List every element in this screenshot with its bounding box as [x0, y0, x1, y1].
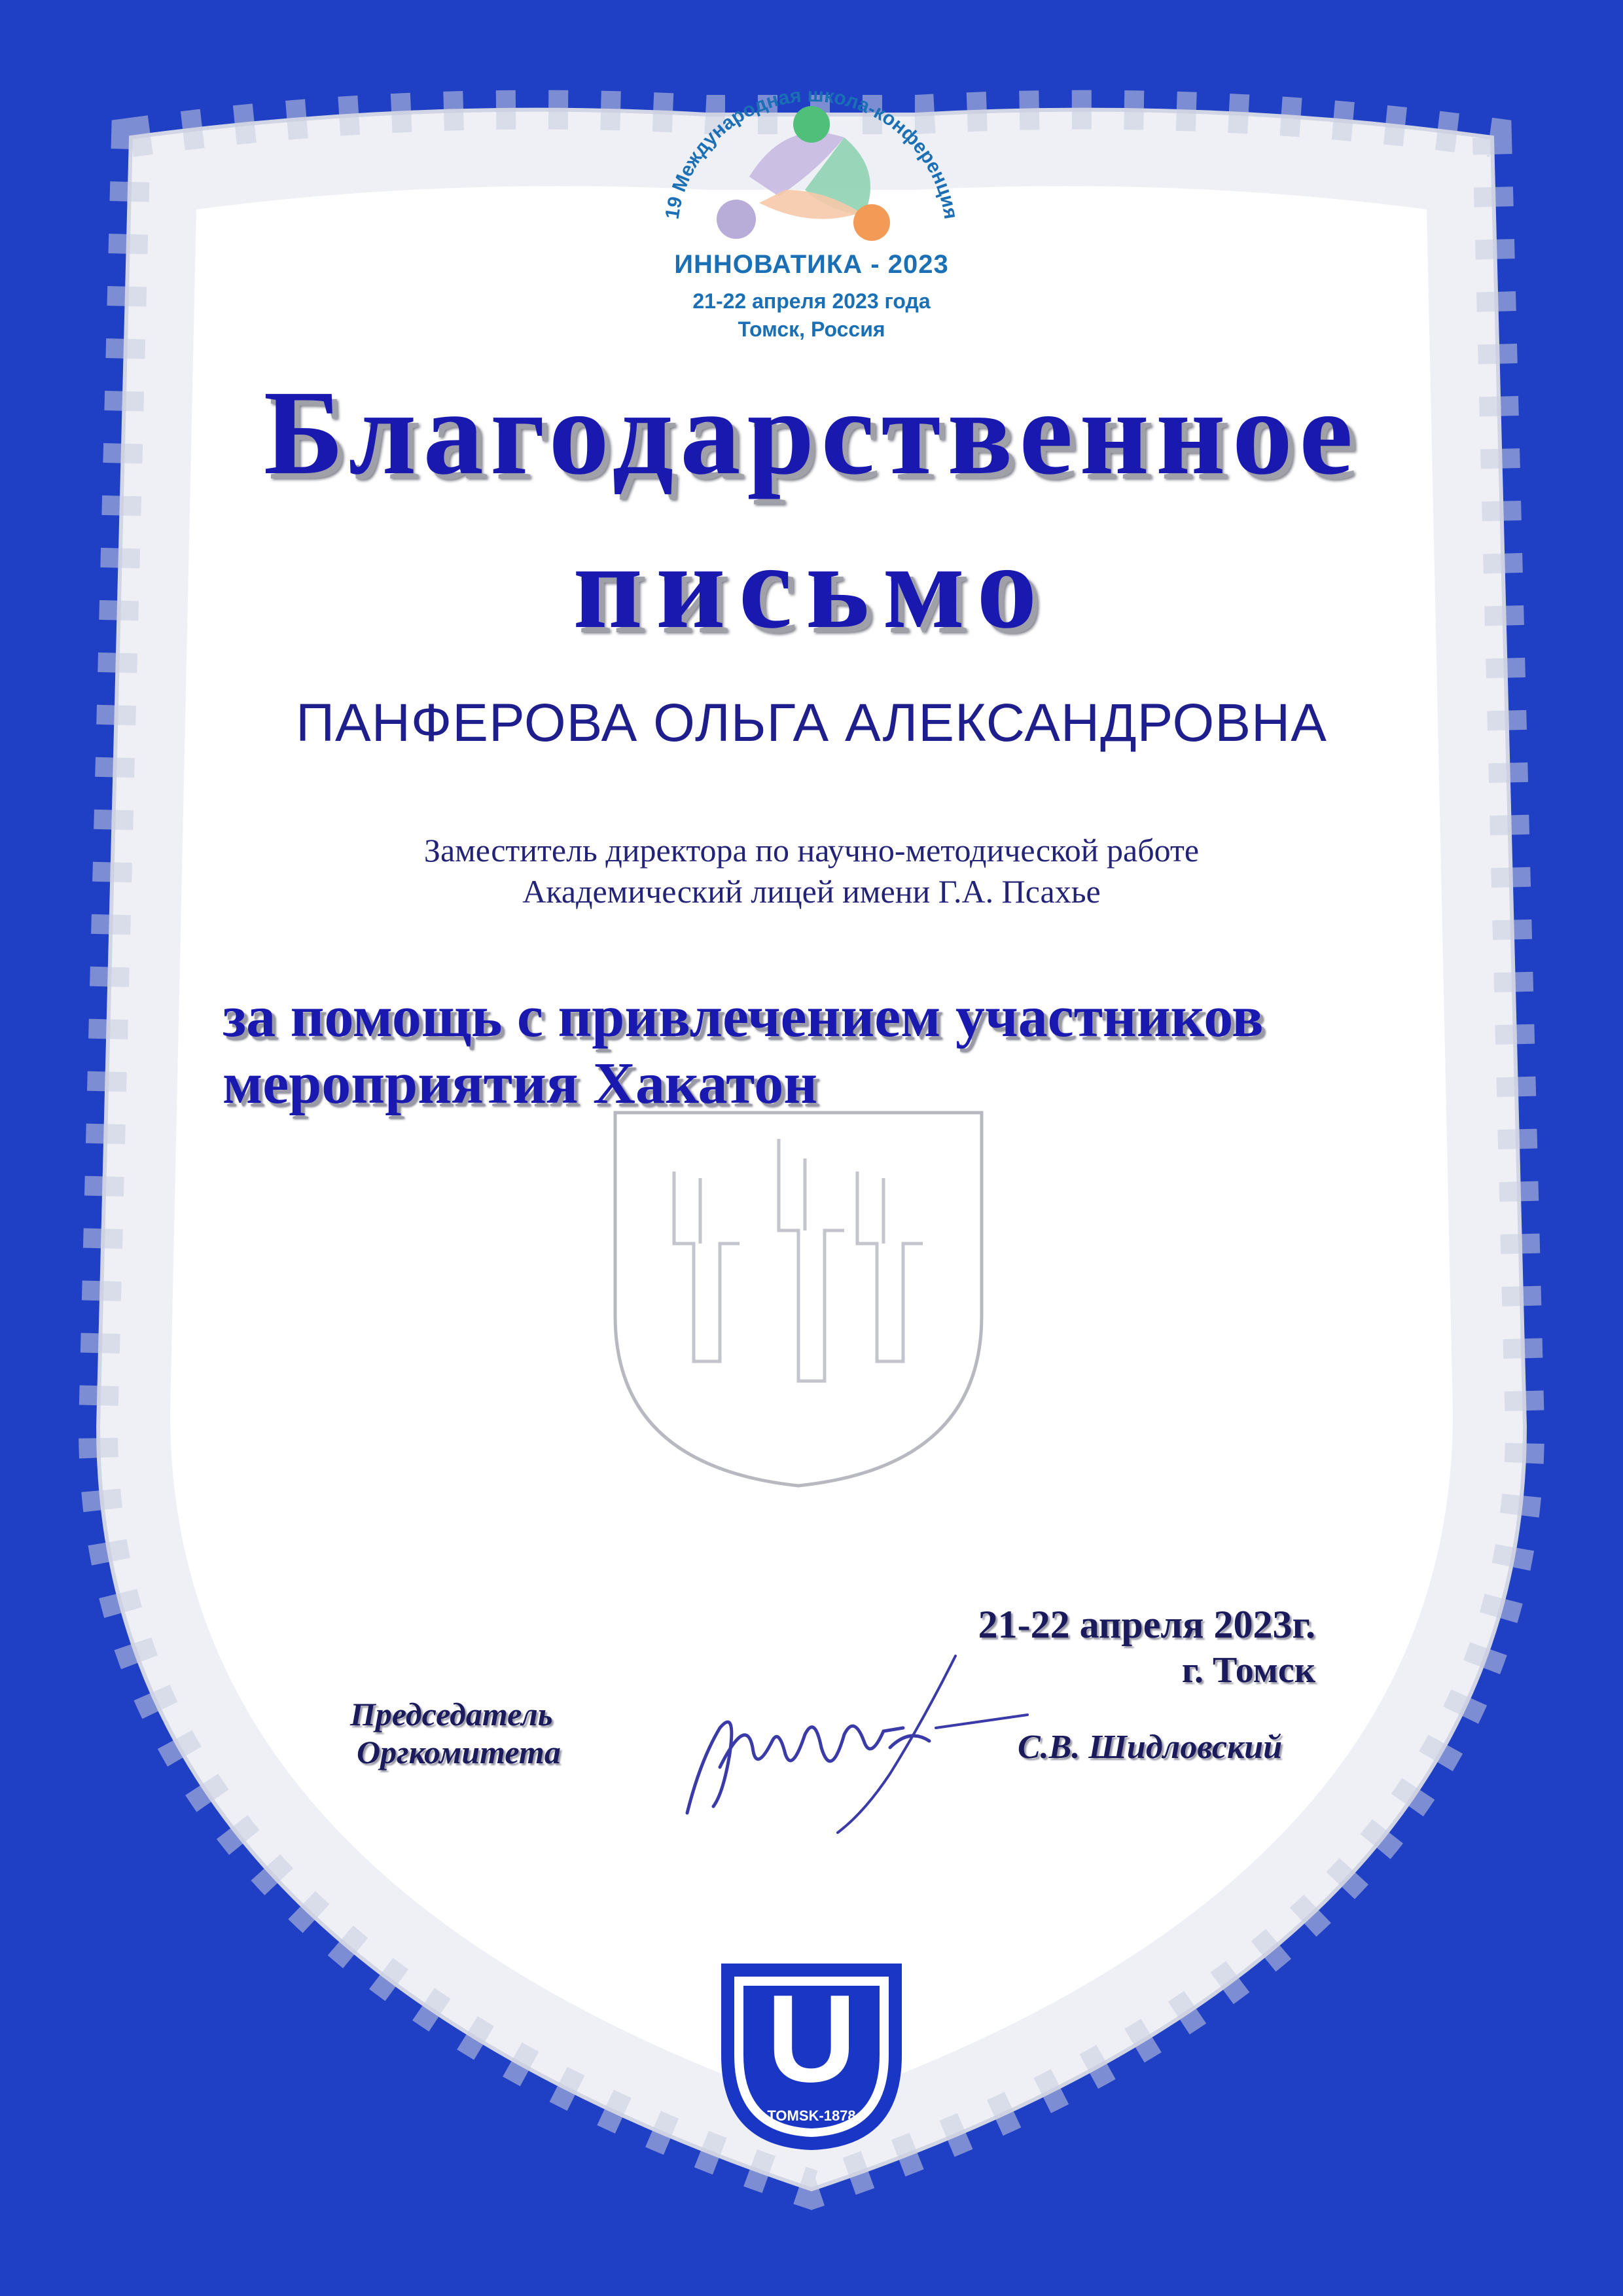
- signer-name: С.В. Шидловский: [1018, 1729, 1283, 1766]
- conference-logo: [628, 39, 995, 353]
- event-city: г. Томск: [1181, 1650, 1315, 1691]
- university-crest-icon: [602, 1100, 995, 1492]
- certificate-title-line-1: Благодарственное: [263, 366, 1360, 500]
- recipient-name: ПАНФЕРОВА ОЛЬГА АЛЕКСАНДРОВНА: [296, 693, 1327, 753]
- logo-title: ИННОВАТИКА - 2023: [674, 250, 949, 279]
- chair-title-line-2: Оргкомитета: [357, 1734, 561, 1770]
- handwritten-signature: [674, 1617, 1041, 1865]
- university-logo-text: TOMSK-1878: [767, 2108, 856, 2124]
- logo-city: Томск, Россия: [738, 317, 885, 341]
- conference-emblem-icon: [628, 39, 995, 255]
- award-reason-line-2: мероприятия Хакатон: [223, 1051, 818, 1116]
- university-logo-letter: U: [766, 1969, 857, 2108]
- university-logo: [715, 1957, 908, 2153]
- logo-arc-text: 19 Международная школа-конференция: [661, 84, 962, 221]
- chair-title-line-1: Председатель: [350, 1696, 553, 1732]
- recipient-position: Заместитель директора по научно-методической работе: [423, 832, 1200, 869]
- event-date: 21-22 апреля 2023г.: [978, 1603, 1315, 1646]
- logo-dates: 21-22 апреля 2023 года: [692, 289, 931, 313]
- recipient-organization: Академический лицей имени Г.А. Псахье: [522, 873, 1101, 910]
- certificate-title-line-2: письмо: [573, 520, 1050, 654]
- award-reason-line-1: за помощь с привлечением участников: [223, 984, 1264, 1049]
